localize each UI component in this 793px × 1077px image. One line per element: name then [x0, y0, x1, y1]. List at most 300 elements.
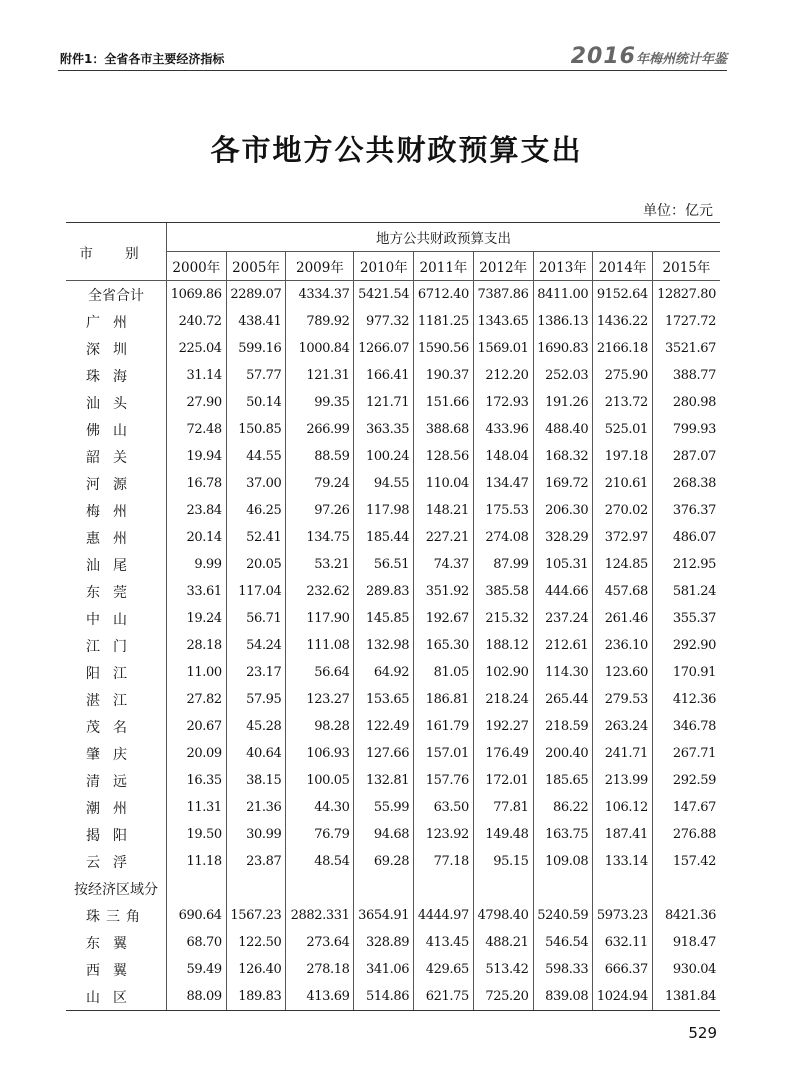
value-cell: 186.81 — [414, 686, 474, 713]
value-cell: 438.41 — [226, 308, 286, 335]
value-cell: 215.32 — [473, 605, 533, 632]
value-cell: 187.41 — [593, 821, 653, 848]
value-cell: 28.18 — [167, 632, 227, 659]
value-cell: 1343.65 — [473, 308, 533, 335]
value-cell: 53.21 — [286, 551, 354, 578]
value-cell: 192.27 — [473, 713, 533, 740]
table-row — [66, 848, 720, 875]
value-cell: 122.50 — [226, 929, 286, 956]
table-row — [66, 740, 720, 767]
value-cell: 292.59 — [652, 767, 720, 794]
value-cell: 236.10 — [593, 632, 653, 659]
value-cell: 7387.86 — [473, 281, 533, 309]
value-cell: 117.98 — [354, 497, 414, 524]
row-label: 中山 — [86, 611, 140, 628]
row-label: 佛山 — [86, 422, 140, 439]
value-cell: 45.28 — [226, 713, 286, 740]
value-cell: 153.65 — [354, 686, 414, 713]
value-cell: 134.75 — [286, 524, 354, 551]
value-cell: 185.44 — [354, 524, 414, 551]
value-cell: 88.59 — [286, 443, 354, 470]
value-cell: 63.50 — [414, 794, 474, 821]
table-row — [66, 524, 720, 551]
table-row — [66, 281, 720, 309]
table-row — [66, 497, 720, 524]
value-cell: 9.99 — [167, 551, 227, 578]
value-cell: 190.37 — [414, 362, 474, 389]
value-cell: 189.83 — [226, 983, 286, 1011]
value-cell: 232.62 — [286, 578, 354, 605]
value-cell: 23.84 — [167, 497, 227, 524]
value-cell: 44.30 — [286, 794, 354, 821]
value-cell — [167, 875, 227, 902]
value-cell: 237.24 — [533, 605, 593, 632]
value-cell: 99.35 — [286, 389, 354, 416]
value-cell: 261.46 — [593, 605, 653, 632]
value-cell — [652, 875, 720, 902]
value-cell: 977.32 — [354, 308, 414, 335]
table-row — [66, 551, 720, 578]
value-cell: 346.78 — [652, 713, 720, 740]
value-cell: 168.32 — [533, 443, 593, 470]
value-cell: 111.08 — [286, 632, 354, 659]
value-cell: 2289.07 — [226, 281, 286, 309]
value-cell: 525.01 — [593, 416, 653, 443]
value-cell: 170.91 — [652, 659, 720, 686]
value-cell: 328.89 — [354, 929, 414, 956]
value-cell: 279.53 — [593, 686, 653, 713]
value-cell: 19.24 — [167, 605, 227, 632]
value-cell: 621.75 — [414, 983, 474, 1011]
value-cell: 44.55 — [226, 443, 286, 470]
value-cell: 56.71 — [226, 605, 286, 632]
value-cell: 278.18 — [286, 956, 354, 983]
value-cell: 225.04 — [167, 335, 227, 362]
value-cell: 169.72 — [533, 470, 593, 497]
value-cell: 150.85 — [226, 416, 286, 443]
row-label: 珠三角 — [86, 908, 146, 925]
value-cell: 581.24 — [652, 578, 720, 605]
value-cell: 172.93 — [473, 389, 533, 416]
row-label: 山区 — [66, 983, 167, 1011]
value-cell: 77.18 — [414, 848, 474, 875]
value-cell — [354, 875, 414, 902]
value-cell: 1727.72 — [652, 308, 720, 335]
value-cell: 388.68 — [414, 416, 474, 443]
value-cell: 372.97 — [593, 524, 653, 551]
value-cell: 46.25 — [226, 497, 286, 524]
value-cell: 376.37 — [652, 497, 720, 524]
value-cell: 8411.00 — [533, 281, 593, 309]
value-cell: 355.37 — [652, 605, 720, 632]
value-cell: 270.02 — [593, 497, 653, 524]
value-cell: 64.92 — [354, 659, 414, 686]
row-label: 东翼 — [86, 935, 140, 952]
value-cell: 100.24 — [354, 443, 414, 470]
value-cell: 149.48 — [473, 821, 533, 848]
value-cell: 123.60 — [593, 659, 653, 686]
header-book-title: 年梅州统计年鉴 — [635, 52, 727, 67]
value-cell: 98.28 — [286, 713, 354, 740]
value-cell: 488.40 — [533, 416, 593, 443]
row-label: 汕尾 — [86, 557, 140, 574]
unit-label: 单位：亿元 — [643, 203, 713, 219]
value-cell: 20.67 — [167, 713, 227, 740]
value-cell: 632.11 — [593, 929, 653, 956]
value-cell: 918.47 — [652, 929, 720, 956]
value-cell: 126.40 — [226, 956, 286, 983]
value-cell: 133.14 — [593, 848, 653, 875]
row-label: 全省合计 — [88, 287, 144, 304]
value-cell: 161.79 — [414, 713, 474, 740]
value-cell: 77.81 — [473, 794, 533, 821]
value-cell: 328.29 — [533, 524, 593, 551]
table-row — [66, 794, 720, 821]
value-cell: 457.68 — [593, 578, 653, 605]
value-cell: 839.08 — [533, 983, 593, 1011]
row-label: 珠海 — [86, 368, 140, 385]
table-row — [66, 578, 720, 605]
value-cell: 23.17 — [226, 659, 286, 686]
value-cell: 16.35 — [167, 767, 227, 794]
row-label: 东莞 — [86, 584, 140, 601]
value-cell: 292.90 — [652, 632, 720, 659]
value-cell: 287.07 — [652, 443, 720, 470]
value-cell: 20.05 — [226, 551, 286, 578]
value-cell: 8421.36 — [652, 902, 720, 929]
value-cell: 1386.13 — [533, 308, 593, 335]
value-cell: 2166.18 — [593, 335, 653, 362]
value-cell: 33.61 — [167, 578, 227, 605]
value-cell: 165.30 — [414, 632, 474, 659]
value-cell: 148.04 — [473, 443, 533, 470]
city-column-header: 市 别 — [66, 223, 167, 281]
table-row — [66, 821, 720, 848]
table-row — [66, 956, 720, 983]
value-cell: 54.24 — [226, 632, 286, 659]
year-header: 2011年 — [414, 252, 474, 281]
value-cell: 212.61 — [533, 632, 593, 659]
value-cell: 276.88 — [652, 821, 720, 848]
year-header: 2013年 — [533, 252, 593, 281]
value-cell: 5973.23 — [593, 902, 653, 929]
table-row — [66, 686, 720, 713]
value-cell: 124.85 — [593, 551, 653, 578]
value-cell: 413.69 — [286, 983, 354, 1011]
value-cell: 444.66 — [533, 578, 593, 605]
value-cell — [286, 875, 354, 902]
value-cell: 289.83 — [354, 578, 414, 605]
value-cell: 268.38 — [652, 470, 720, 497]
table-row — [66, 605, 720, 632]
value-cell: 175.53 — [473, 497, 533, 524]
value-cell: 123.92 — [414, 821, 474, 848]
value-cell: 4798.40 — [473, 902, 533, 929]
value-cell: 74.37 — [414, 551, 474, 578]
value-cell: 157.01 — [414, 740, 474, 767]
value-cell: 166.41 — [354, 362, 414, 389]
value-cell: 488.21 — [473, 929, 533, 956]
value-cell: 433.96 — [473, 416, 533, 443]
value-cell: 128.56 — [414, 443, 474, 470]
page-number: 529 — [688, 1024, 717, 1042]
group-header: 地方公共财政预算支出 — [167, 223, 721, 252]
value-cell: 86.22 — [533, 794, 593, 821]
value-cell: 52.41 — [226, 524, 286, 551]
value-cell: 16.78 — [167, 470, 227, 497]
value-cell: 267.71 — [652, 740, 720, 767]
value-cell: 213.99 — [593, 767, 653, 794]
value-cell: 351.92 — [414, 578, 474, 605]
value-cell: 274.08 — [473, 524, 533, 551]
value-cell: 157.76 — [414, 767, 474, 794]
value-cell: 252.03 — [533, 362, 593, 389]
value-cell: 151.66 — [414, 389, 474, 416]
value-cell: 117.04 — [226, 578, 286, 605]
value-cell: 200.40 — [533, 740, 593, 767]
header-year: 2016 — [570, 44, 636, 69]
year-header: 2012年 — [473, 252, 533, 281]
value-cell: 191.26 — [533, 389, 593, 416]
row-label: 河源 — [86, 476, 140, 493]
value-cell: 134.47 — [473, 470, 533, 497]
row-label: 清远 — [86, 773, 140, 790]
row-label: 肇庆 — [86, 746, 140, 763]
value-cell: 122.49 — [354, 713, 414, 740]
value-cell: 72.48 — [167, 416, 227, 443]
value-cell: 147.67 — [652, 794, 720, 821]
value-cell: 100.05 — [286, 767, 354, 794]
table-row — [66, 929, 720, 956]
value-cell: 68.70 — [167, 929, 227, 956]
value-cell: 263.24 — [593, 713, 653, 740]
value-cell: 273.64 — [286, 929, 354, 956]
value-cell: 30.99 — [226, 821, 286, 848]
value-cell: 176.49 — [473, 740, 533, 767]
expenditure-table — [66, 222, 720, 1011]
table-row — [66, 416, 720, 443]
value-cell: 6712.40 — [414, 281, 474, 309]
value-cell: 192.67 — [414, 605, 474, 632]
value-cell: 97.26 — [286, 497, 354, 524]
value-cell: 20.14 — [167, 524, 227, 551]
year-header: 2014年 — [593, 252, 653, 281]
value-cell: 123.27 — [286, 686, 354, 713]
value-cell: 1690.83 — [533, 335, 593, 362]
value-cell: 102.90 — [473, 659, 533, 686]
value-cell: 59.49 — [167, 956, 227, 983]
row-label: 西翼 — [86, 962, 140, 979]
value-cell: 1590.56 — [414, 335, 474, 362]
value-cell: 31.14 — [167, 362, 227, 389]
value-cell: 241.71 — [593, 740, 653, 767]
value-cell — [473, 875, 533, 902]
value-cell: 23.87 — [226, 848, 286, 875]
value-cell: 341.06 — [354, 956, 414, 983]
row-label: 韶关 — [86, 449, 140, 466]
value-cell: 218.24 — [473, 686, 533, 713]
value-cell: 37.00 — [226, 470, 286, 497]
value-cell — [533, 875, 593, 902]
value-cell: 95.15 — [473, 848, 533, 875]
value-cell: 132.98 — [354, 632, 414, 659]
value-cell: 79.24 — [286, 470, 354, 497]
value-cell: 94.68 — [354, 821, 414, 848]
value-cell: 789.92 — [286, 308, 354, 335]
value-cell: 110.04 — [414, 470, 474, 497]
value-cell: 363.35 — [354, 416, 414, 443]
value-cell: 1381.84 — [652, 983, 720, 1011]
value-cell: 114.30 — [533, 659, 593, 686]
value-cell: 1024.94 — [593, 983, 653, 1011]
value-cell: 3654.91 — [354, 902, 414, 929]
value-cell: 57.95 — [226, 686, 286, 713]
value-cell: 265.44 — [533, 686, 593, 713]
value-cell: 127.66 — [354, 740, 414, 767]
value-cell: 48.54 — [286, 848, 354, 875]
value-cell: 55.99 — [354, 794, 414, 821]
value-cell: 40.64 — [226, 740, 286, 767]
row-label: 梅州 — [86, 503, 140, 520]
value-cell: 157.42 — [652, 848, 720, 875]
value-cell: 50.14 — [226, 389, 286, 416]
value-cell: 1069.86 — [167, 281, 227, 309]
value-cell: 11.31 — [167, 794, 227, 821]
value-cell: 227.21 — [414, 524, 474, 551]
value-cell: 27.82 — [167, 686, 227, 713]
value-cell: 94.55 — [354, 470, 414, 497]
value-cell: 185.65 — [533, 767, 593, 794]
value-cell: 38.15 — [226, 767, 286, 794]
value-cell: 429.65 — [414, 956, 474, 983]
table-row — [66, 983, 720, 1011]
row-label: 江门 — [86, 638, 140, 655]
row-label: 惠州 — [86, 530, 140, 547]
value-cell: 2882.331 — [286, 902, 354, 929]
year-header: 2015年 — [652, 252, 720, 281]
value-cell: 598.33 — [533, 956, 593, 983]
value-cell: 1181.25 — [414, 308, 474, 335]
value-cell: 197.18 — [593, 443, 653, 470]
year-header: 2009年 — [286, 252, 354, 281]
row-label: 广州 — [86, 314, 140, 331]
value-cell: 76.79 — [286, 821, 354, 848]
value-cell: 121.71 — [354, 389, 414, 416]
value-cell: 1436.22 — [593, 308, 653, 335]
value-cell: 69.28 — [354, 848, 414, 875]
table-row — [66, 902, 720, 929]
value-cell: 163.75 — [533, 821, 593, 848]
value-cell: 1000.84 — [286, 335, 354, 362]
value-cell: 9152.64 — [593, 281, 653, 309]
table-row — [66, 875, 720, 902]
table-body — [66, 281, 720, 1011]
value-cell: 599.16 — [226, 335, 286, 362]
value-cell: 412.36 — [652, 686, 720, 713]
table-row — [66, 470, 720, 497]
value-cell: 12827.80 — [652, 281, 720, 309]
value-cell: 11.18 — [167, 848, 227, 875]
value-cell: 5240.59 — [533, 902, 593, 929]
table-row — [66, 443, 720, 470]
value-cell: 513.42 — [473, 956, 533, 983]
value-cell: 546.54 — [533, 929, 593, 956]
running-header-right — [571, 44, 727, 69]
value-cell: 106.93 — [286, 740, 354, 767]
value-cell: 206.30 — [533, 497, 593, 524]
value-cell: 19.50 — [167, 821, 227, 848]
value-cell: 19.94 — [167, 443, 227, 470]
header-rule — [58, 70, 727, 71]
value-cell: 57.77 — [226, 362, 286, 389]
value-cell: 132.81 — [354, 767, 414, 794]
value-cell: 240.72 — [167, 308, 227, 335]
row-label: 揭阳 — [86, 827, 140, 844]
value-cell — [226, 875, 286, 902]
value-cell: 266.99 — [286, 416, 354, 443]
value-cell: 210.61 — [593, 470, 653, 497]
row-label: 深圳 — [86, 341, 140, 358]
value-cell: 218.59 — [533, 713, 593, 740]
row-label: 湛江 — [86, 692, 140, 709]
value-cell: 145.85 — [354, 605, 414, 632]
value-cell: 81.05 — [414, 659, 474, 686]
value-cell: 106.12 — [593, 794, 653, 821]
table-row — [66, 308, 720, 335]
value-cell: 799.93 — [652, 416, 720, 443]
value-cell — [414, 875, 474, 902]
value-cell: 109.08 — [533, 848, 593, 875]
value-cell: 121.31 — [286, 362, 354, 389]
value-cell: 1569.01 — [473, 335, 533, 362]
value-cell: 11.00 — [167, 659, 227, 686]
value-cell: 148.21 — [414, 497, 474, 524]
table-row — [66, 713, 720, 740]
table-row — [66, 767, 720, 794]
value-cell: 20.09 — [167, 740, 227, 767]
value-cell — [593, 875, 653, 902]
value-cell: 5421.54 — [354, 281, 414, 309]
year-header: 2010年 — [354, 252, 414, 281]
value-cell: 385.58 — [473, 578, 533, 605]
value-cell: 117.90 — [286, 605, 354, 632]
value-cell: 1567.23 — [226, 902, 286, 929]
value-cell: 105.31 — [533, 551, 593, 578]
value-cell: 275.90 — [593, 362, 653, 389]
value-cell: 666.37 — [593, 956, 653, 983]
value-cell: 21.36 — [226, 794, 286, 821]
value-cell: 930.04 — [652, 956, 720, 983]
row-label: 阳江 — [86, 665, 140, 682]
value-cell: 27.90 — [167, 389, 227, 416]
value-cell: 4444.97 — [414, 902, 474, 929]
year-header: 2005年 — [226, 252, 286, 281]
table-row — [66, 362, 720, 389]
running-header-left: 附件1：全省各市主要经济指标 — [60, 52, 225, 66]
value-cell: 514.86 — [354, 983, 414, 1011]
value-cell: 413.45 — [414, 929, 474, 956]
row-label: 潮州 — [86, 800, 140, 817]
value-cell: 4334.37 — [286, 281, 354, 309]
value-cell: 212.20 — [473, 362, 533, 389]
value-cell: 486.07 — [652, 524, 720, 551]
table-row — [66, 389, 720, 416]
row-label: 按经济区域分 — [74, 881, 158, 898]
value-cell: 1266.07 — [354, 335, 414, 362]
value-cell: 188.12 — [473, 632, 533, 659]
page-title: 各市地方公共财政预算支出 — [210, 133, 583, 167]
row-label: 茂名 — [86, 719, 140, 736]
